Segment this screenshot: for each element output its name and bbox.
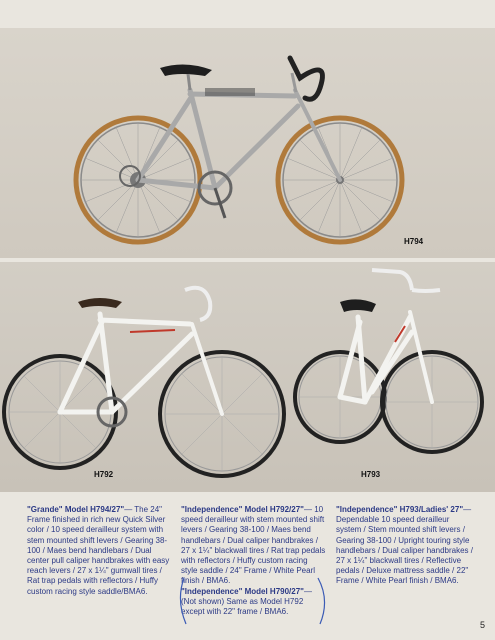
photo-h792-h793 bbox=[0, 262, 495, 492]
model-title: "Independence" Model H790/27" bbox=[181, 586, 304, 596]
bicycle-h793 bbox=[295, 270, 482, 452]
description-h794 bbox=[27, 505, 172, 597]
pen-bracket-mark bbox=[178, 576, 328, 628]
bicycles-h792-h793-illustration bbox=[0, 262, 495, 492]
frame bbox=[138, 90, 340, 188]
saddle bbox=[160, 64, 212, 76]
model-label-h794: H794 bbox=[404, 237, 424, 246]
model-description: — (Not shown) Same as Model H792 except with 22" frame / BMA6. bbox=[181, 586, 312, 617]
bicycle-h792 bbox=[4, 288, 284, 476]
model-description: — The 24" Frame finished in rich new Quick Silver color / 10 speed derailleur system with stem mounted shift levers / Gearing 38-100 / Maes bend handlebars / Dual center pull caliper handbrakes with easy reach levers / 27 x 1¼" gumwall tires / Rat trap pedals with reflectors / Huffy custom racing style saddle/BMA6. bbox=[27, 505, 170, 596]
model-description: — Dependable 10 speed derailleur system / Stem mounted shift levers / Gearing 38-100 / Upright touring style handlebars / Dual caliper handbrakes / 27 x 1¼" blackwall tires / Reflective pedals / Deluxe mattress saddle / 22" Frame / White Pearl finish / BMA6. bbox=[336, 505, 473, 586]
photo-h794 bbox=[0, 28, 495, 258]
model-title: "Grande" Model H794/27" bbox=[27, 505, 125, 514]
model-label-h792: H792 bbox=[94, 470, 114, 479]
model-label-h793: H793 bbox=[361, 470, 381, 479]
model-description: — 10 speed derailleur with stem mounted shift levers / Gearing 38-100 / Maes bend handlebars / Dual caliper handbrakes / 27 x 1¼" blackwall tires / Rat trap pedals with reflectors / Huffy custom racing style saddle / 24" Frame / White Pearl finish / BMA6. bbox=[181, 505, 326, 586]
description-h793 bbox=[336, 505, 476, 587]
page-number: 5 bbox=[479, 620, 485, 630]
model-title: "Independence" H793/Ladies' 27" bbox=[336, 505, 464, 514]
model-title: "Independence" Model H792/27" bbox=[181, 505, 304, 514]
bicycle-h794-illustration bbox=[0, 28, 495, 258]
